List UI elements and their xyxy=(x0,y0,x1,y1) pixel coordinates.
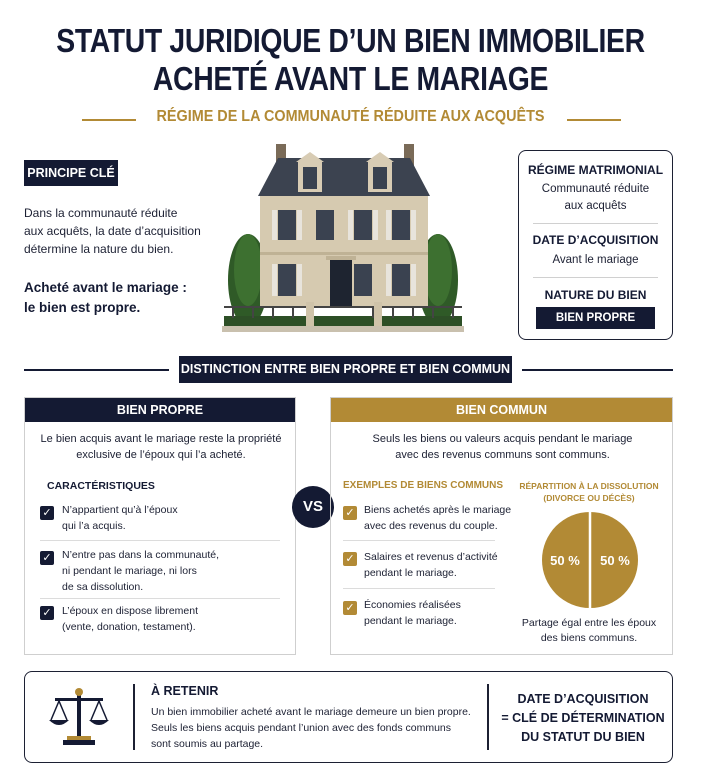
list-item: Salaires et revenus d’activité pendant le mariage. xyxy=(364,551,498,579)
repartition-note: Partage égal entre les époux des biens communs. xyxy=(521,617,657,644)
subtitle-row xyxy=(0,108,701,130)
card-divider xyxy=(533,223,658,224)
check-icon: ✓ xyxy=(40,606,54,620)
divider xyxy=(133,684,135,750)
principe-badge: PRINCIPE CLÉ xyxy=(24,160,118,186)
distinction-rule-right xyxy=(522,369,673,371)
item-divider xyxy=(40,598,280,599)
item-divider xyxy=(40,540,280,541)
list-item: Économies réalisées pendant le mariage. xyxy=(364,599,461,627)
bien-propre-intro: Le bien acquis avant le mariage reste la propriété exclusive de l’époux qui l’a acheté. xyxy=(40,433,282,461)
distinction-rule-left xyxy=(24,369,169,371)
list-item: N’appartient qu’à l’époux qui l’a acquis. xyxy=(62,504,178,532)
check-icon: ✓ xyxy=(40,551,54,565)
principe-conclusion: Acheté avant le mariage : le bien est propre. xyxy=(24,280,187,315)
distinction-banner: DISTINCTION ENTRE BIEN PROPRE ET BIEN COMMUN xyxy=(179,356,512,383)
bien-propre-header: BIEN PROPRE xyxy=(25,398,295,422)
subtitle: RÉGIME DE LA COMMUNAUTÉ RÉDUITE AUX ACQUÊTS xyxy=(156,108,545,125)
divider xyxy=(487,684,489,750)
item-divider xyxy=(343,540,495,541)
principe-text: Dans la communauté réduite aux acquêts, la date d’acquisition détermine la nature du bien. xyxy=(24,206,201,256)
check-icon: ✓ xyxy=(343,601,357,615)
vs-badge: VS xyxy=(292,486,334,528)
list-item: L’époux en dispose librement (vente, donation, testament). xyxy=(62,605,199,633)
scales-of-justice-icon xyxy=(47,684,111,748)
examples-title: EXEMPLES DE BIENS COMMUNS xyxy=(343,480,504,491)
repartition-pie xyxy=(541,511,639,609)
card-divider xyxy=(533,277,658,278)
pie-label-right: 50 % xyxy=(600,553,630,568)
check-icon: ✓ xyxy=(343,506,357,520)
retenir-title: À RETENIR xyxy=(151,684,219,698)
characteristics-title: CARACTÉRISTIQUES xyxy=(47,480,155,492)
page-title: STATUT JURIDIQUE D’UN BIEN IMMOBILIER ACHETÉ AVANT LE MARIAGE xyxy=(56,22,645,97)
key-statement: DATE D’ACQUISITION = CLÉ DE DÉTERMINATION DU STATUT DU BIEN xyxy=(501,692,665,744)
bien-commun-header: BIEN COMMUN xyxy=(331,398,672,422)
item-divider xyxy=(343,588,495,589)
bien-commun-panel xyxy=(330,397,673,655)
pie-label-left: 50 % xyxy=(550,553,580,568)
regime-label: RÉGIME MATRIMONIAL xyxy=(527,163,664,177)
summary-card xyxy=(518,150,673,340)
nature-label: NATURE DU BIEN xyxy=(544,288,647,302)
retenir-text: Un bien immobilier acheté avant le mariage demeure un bien propre. Seuls les biens acquis pendant l’union avec des fonds communs sont soumis au partage. xyxy=(151,706,471,750)
subtitle-rule-right xyxy=(567,119,621,121)
repartition-title: RÉPARTITION À LA DISSOLUTION (DIVORCE OU DÉCÈS) xyxy=(519,481,659,503)
bien-propre-panel xyxy=(24,397,296,655)
bien-commun-intro: Seuls les biens ou valeurs acquis pendant le mariage avec des revenus communs sont communs. xyxy=(372,433,633,461)
date-value: Avant le mariage xyxy=(552,254,639,266)
check-icon: ✓ xyxy=(343,552,357,566)
list-item: Biens achetés après le mariage avec des revenus du couple. xyxy=(364,504,512,532)
regime-value: Communauté réduite aux acquêts xyxy=(541,183,650,212)
house-illustration xyxy=(218,140,468,336)
date-label: DATE D’ACQUISITION xyxy=(532,233,659,247)
check-icon: ✓ xyxy=(40,506,54,520)
retenir-box xyxy=(24,671,673,763)
nature-value: BIEN PROPRE xyxy=(536,307,655,329)
list-item: N’entre pas dans la communauté, ni pendant le mariage, ni lors de sa dissolution. xyxy=(62,549,220,593)
